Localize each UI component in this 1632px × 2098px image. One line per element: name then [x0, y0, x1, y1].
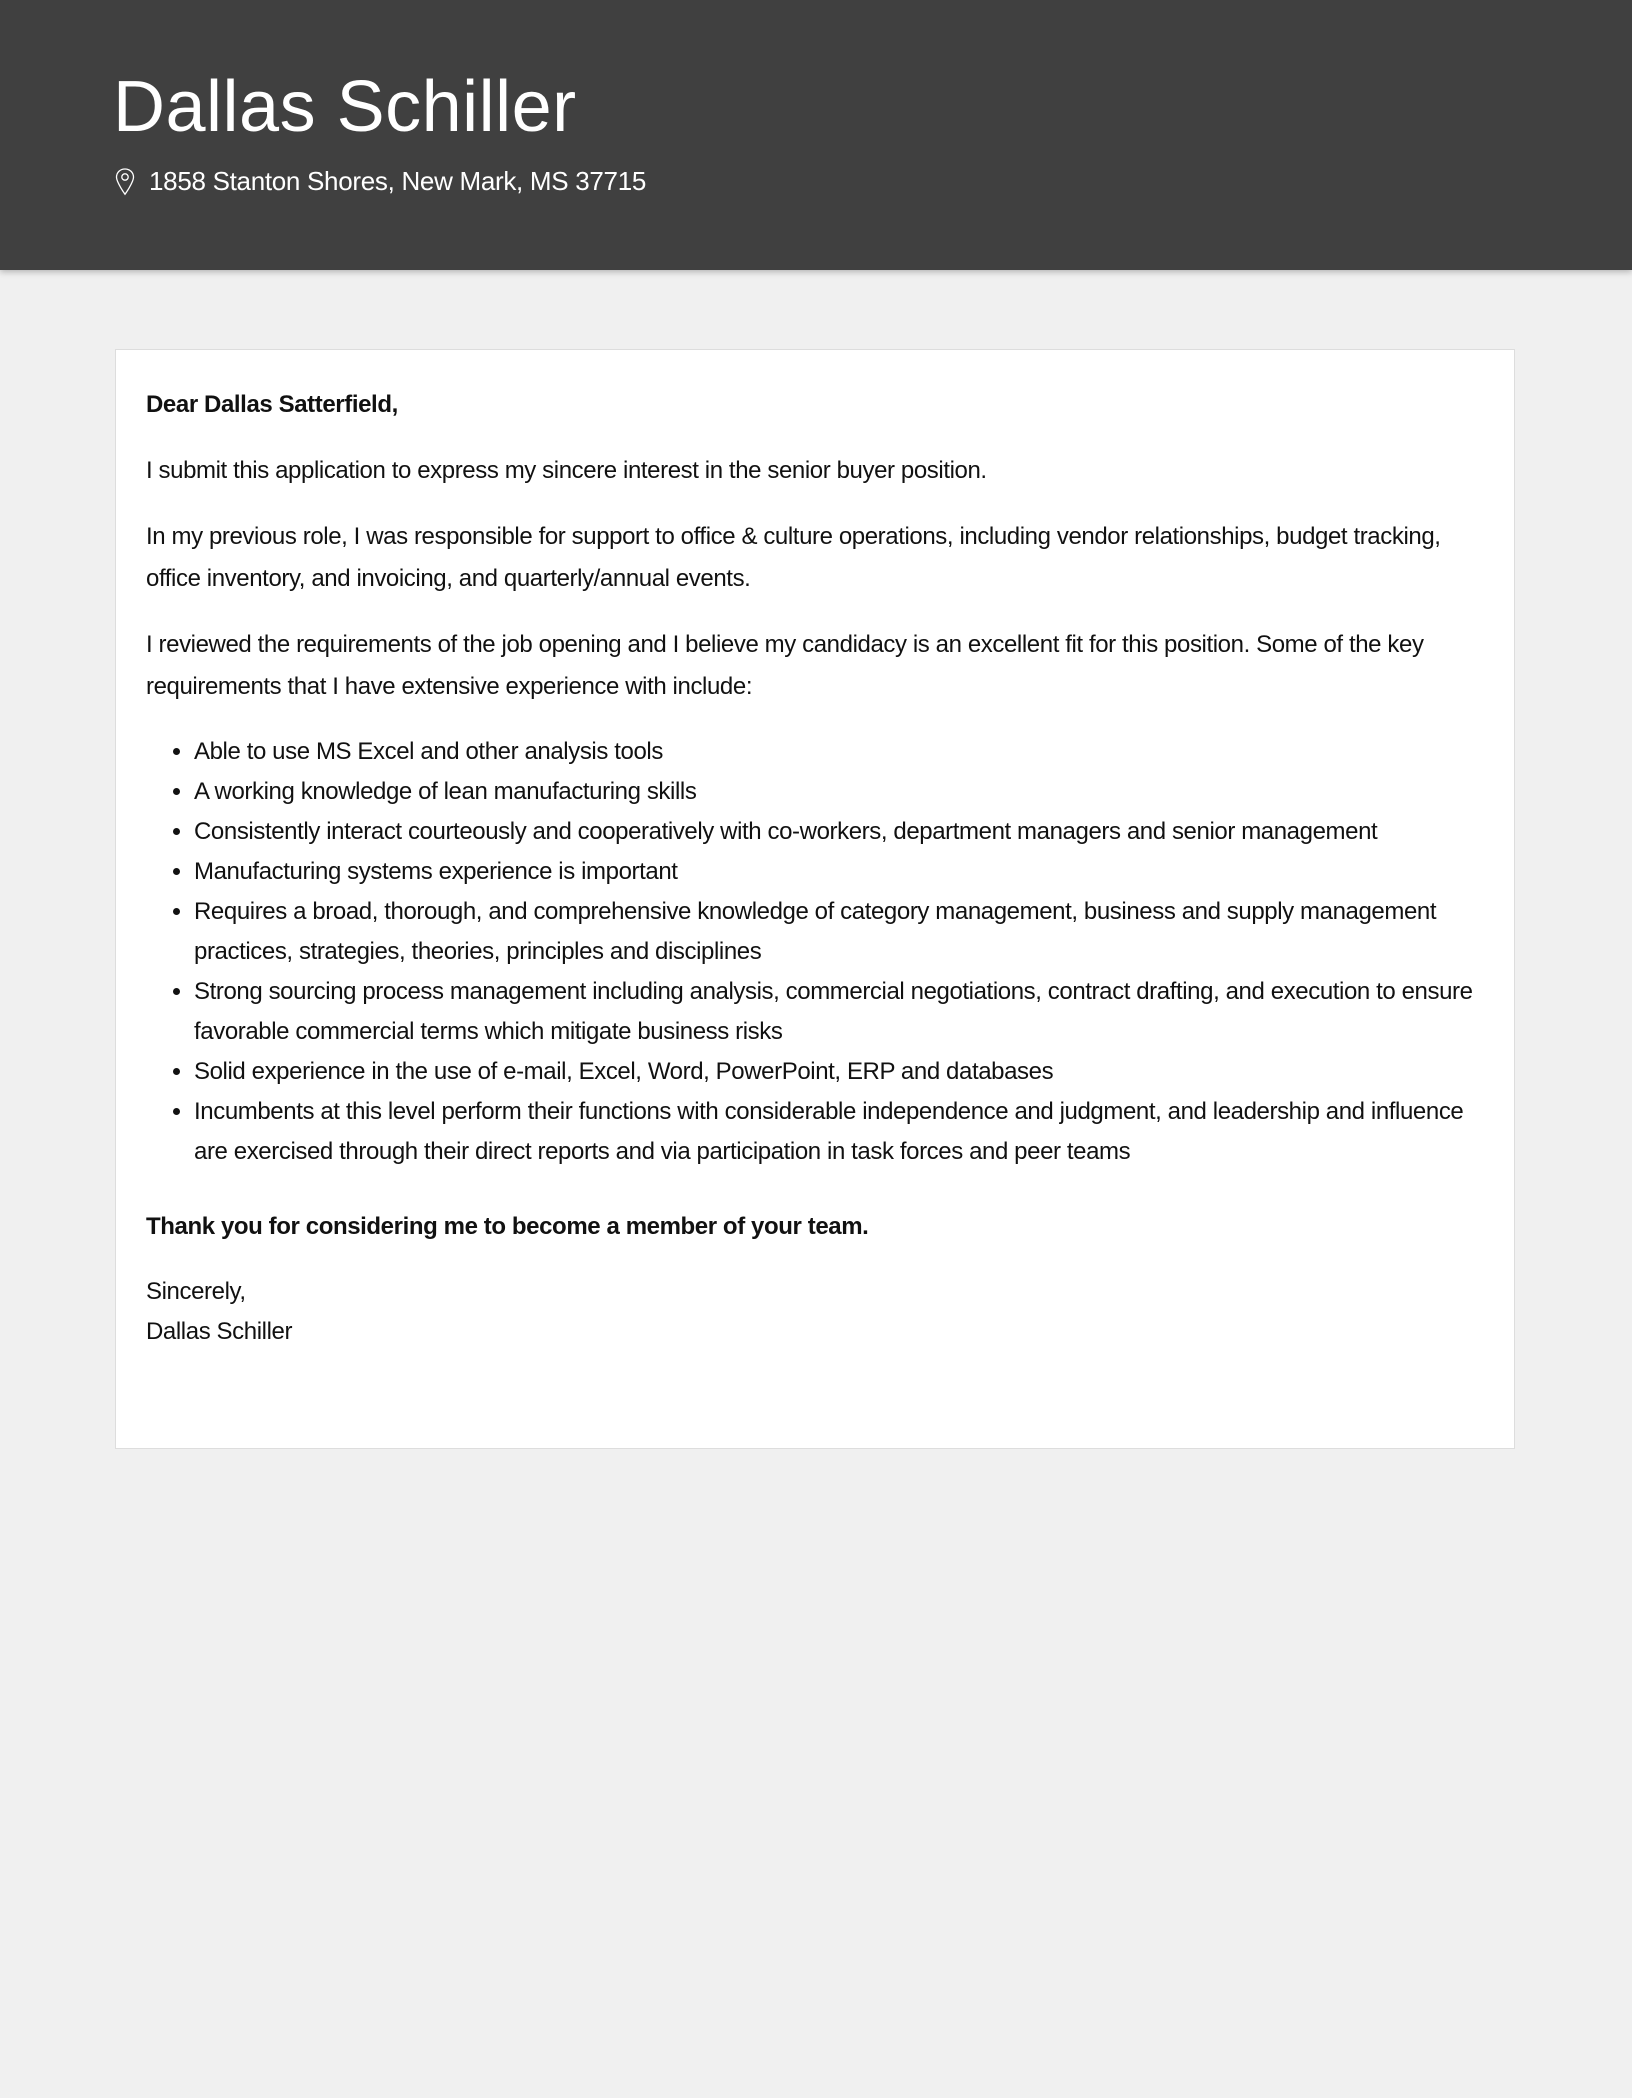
list-item: • Able to use MS Excel and other analysis tools	[194, 732, 1484, 772]
applicant-name: Dallas Schiller	[113, 67, 577, 147]
greeting: Dear Dallas Satterfield,	[146, 391, 398, 418]
list-item: • Manufacturing systems experience is important	[194, 852, 1484, 892]
list-item: • Requires a broad, thorough, and comprehensive knowledge of category management, business and supply management practices, strategies, theories, principles and disciplines	[194, 892, 1484, 972]
address	[115, 166, 646, 197]
list-item: • Strong sourcing process management including analysis, commercial negotiations, contract drafting, and execution to ensure favorable commercial terms which mitigate business risks	[194, 972, 1484, 1052]
list-item: • Consistently interact courteously and cooperatively with co-workers, department managers and senior management	[194, 812, 1484, 852]
list-item: • A working knowledge of lean manufacturing skills	[194, 772, 1484, 812]
address-text: 1858 Stanton Shores, New Mark, MS 37715	[149, 166, 647, 196]
signoff-block	[146, 1272, 1484, 1352]
paragraph: I submit this application to express my sincere interest in the senior buyer position.	[146, 457, 987, 484]
list-item: • Incumbents at this level perform their functions with considerable independence and judgment, and leadership and influence are exercised through their direct reports and via participation in task forces and peer teams	[194, 1092, 1484, 1172]
map-pin-icon	[115, 168, 135, 196]
letter-card	[115, 349, 1515, 1449]
paragraph: I reviewed the requirements of the job opening and I believe my candidacy is an excellent fit for this position. Some of the key requirements that I have extensive experience with include:	[146, 631, 1424, 700]
signature: Dallas Schiller	[146, 1318, 293, 1345]
paragraph: In my previous role, I was responsible for support to office & culture operations, including vendor relationships, budget tracking, office inventory, and invoicing, and quarterly/annual events.	[146, 523, 1441, 592]
list-item: • Solid experience in the use of e-mail, Excel, Word, PowerPoint, ERP and databases	[194, 1052, 1484, 1092]
header	[0, 0, 1632, 270]
closing: Thank you for considering me to become a member of your team.	[146, 1213, 869, 1240]
signoff: Sincerely,	[146, 1278, 246, 1305]
requirements-list	[146, 732, 1484, 1172]
